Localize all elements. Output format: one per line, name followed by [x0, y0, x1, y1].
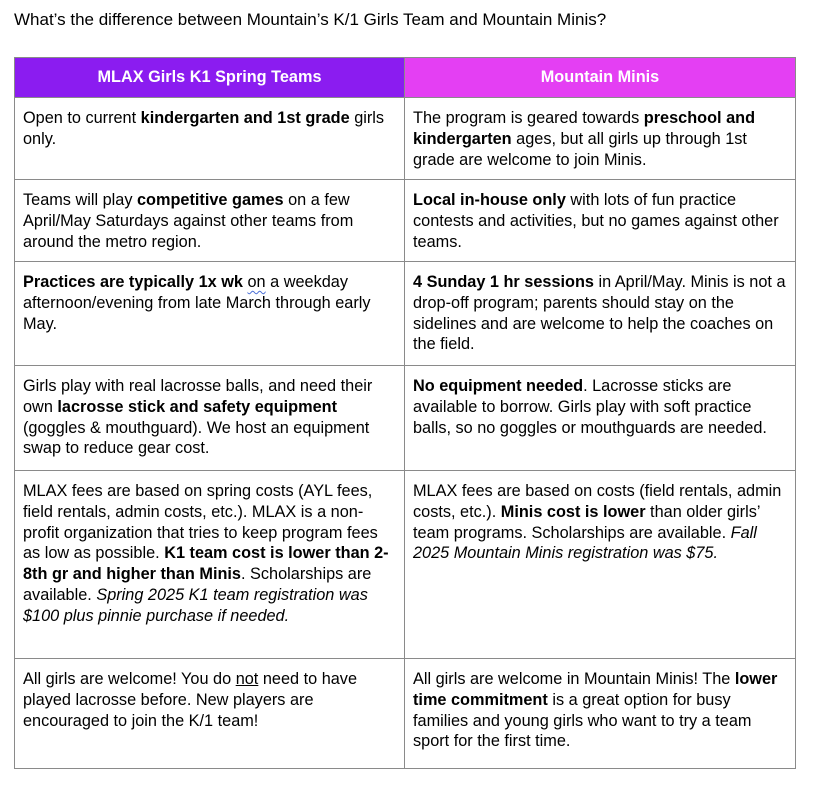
text: Open to current: [23, 109, 141, 127]
text: in April/May. Minis is not a drop-off program; parents should stay on the sidelines and are welcome to help the coaches on the field.: [413, 273, 786, 354]
bold-text: Practices are typically 1x wk: [23, 273, 243, 291]
text: . Scholarships are available.: [23, 565, 372, 604]
table-row-games: [15, 180, 796, 262]
table-row-welcome: [15, 659, 796, 769]
cell-k1-practices: [15, 262, 405, 366]
bold-text: Local in-house only: [413, 191, 566, 209]
page-question-heading: What’s the difference between Mountain’s K/1 Girls Team and Mountain Minis?: [14, 10, 607, 29]
text: All girls are welcome! You do: [23, 670, 236, 688]
table-row-eligibility: [15, 98, 796, 180]
cell-minis-games: [405, 180, 796, 262]
cell-k1-equipment: [15, 366, 405, 471]
text: ages, but all girls up through 1st grade are welcome to join Minis.: [413, 129, 747, 169]
header-mountain-minis: Mountain Minis: [405, 58, 796, 98]
text: with lots of fun practice contests and activities, but no games against other teams.: [413, 191, 779, 251]
text: (goggles & mouthguard). We host an equipment swap to reduce gear cost.: [23, 418, 370, 458]
bold-text: Minis cost is lower: [500, 502, 646, 521]
text: is a great option for busy families and young girls who want to try a team sport for the first time.: [413, 690, 752, 751]
bold-text: preschool and kindergarten: [413, 109, 756, 148]
header-k1-teams: MLAX Girls K1 Spring Teams: [15, 58, 405, 98]
table-row-practices: [15, 262, 796, 366]
table-row-equipment: [15, 366, 796, 471]
cell-minis-welcome: [405, 659, 796, 769]
text: girls only.: [23, 109, 385, 148]
cell-minis-practices: [405, 262, 796, 366]
italic-text: Fall 2025 Mountain Minis registration was $75.: [413, 523, 757, 563]
text: Teams will play: [23, 191, 137, 209]
table-row-fees: [15, 471, 796, 659]
text: Girls play with real lacrosse balls, and need their own: [23, 377, 373, 416]
text: MLAX fees are based on spring costs (AYL fees, field rentals, admin costs, etc.). MLAX is a non-profit organization that tries to keep program fees as low as possible.: [23, 482, 378, 563]
bold-text: lacrosse stick and safety equipment: [57, 397, 338, 416]
italic-text: Spring 2025 K1 team registration was $100 plus pinnie purchase if needed.: [23, 585, 368, 625]
text: on a few April/May Saturdays against other teams from around the metro region.: [23, 191, 354, 251]
cell-k1-eligibility: [15, 98, 405, 180]
cell-minis-equipment: [405, 366, 796, 471]
text: . Lacrosse sticks are available to borrow. Girls play with soft practice balls, so no goggles or mouthguards are needed.: [413, 377, 767, 437]
table-header-row: [15, 58, 796, 98]
underlined-text: not: [235, 670, 259, 688]
text: than older girls’ team programs. Scholarships are available.: [413, 502, 760, 542]
bold-text: lower time commitment: [413, 670, 778, 709]
cell-k1-games: [15, 180, 405, 262]
comparison-table: [14, 57, 796, 769]
text: MLAX fees are based on costs (field rentals, admin costs, etc.).: [413, 482, 782, 521]
spellcheck-underlined-text: on: [247, 273, 266, 291]
text: The program is geared towards: [413, 109, 644, 127]
cell-minis-eligibility: [405, 98, 796, 180]
bold-text: No equipment needed: [413, 377, 584, 395]
bold-text: 4 Sunday 1 hr sessions: [413, 273, 594, 291]
cell-k1-welcome: [15, 659, 405, 769]
text: All girls are welcome in Mountain Minis! The: [413, 670, 735, 688]
text: a weekday afternoon/evening from late March through early May.: [23, 273, 371, 333]
bold-text: K1 team cost is lower than 2-8th gr and higher than Minis: [23, 544, 389, 584]
cell-k1-fees: [15, 471, 405, 659]
bold-text: competitive games: [137, 191, 284, 209]
text: need to have played lacrosse before. New players are encouraged to join the K/1 team!: [23, 670, 358, 730]
cell-minis-fees: [405, 471, 796, 659]
bold-text: kindergarten and 1st grade: [140, 109, 350, 127]
